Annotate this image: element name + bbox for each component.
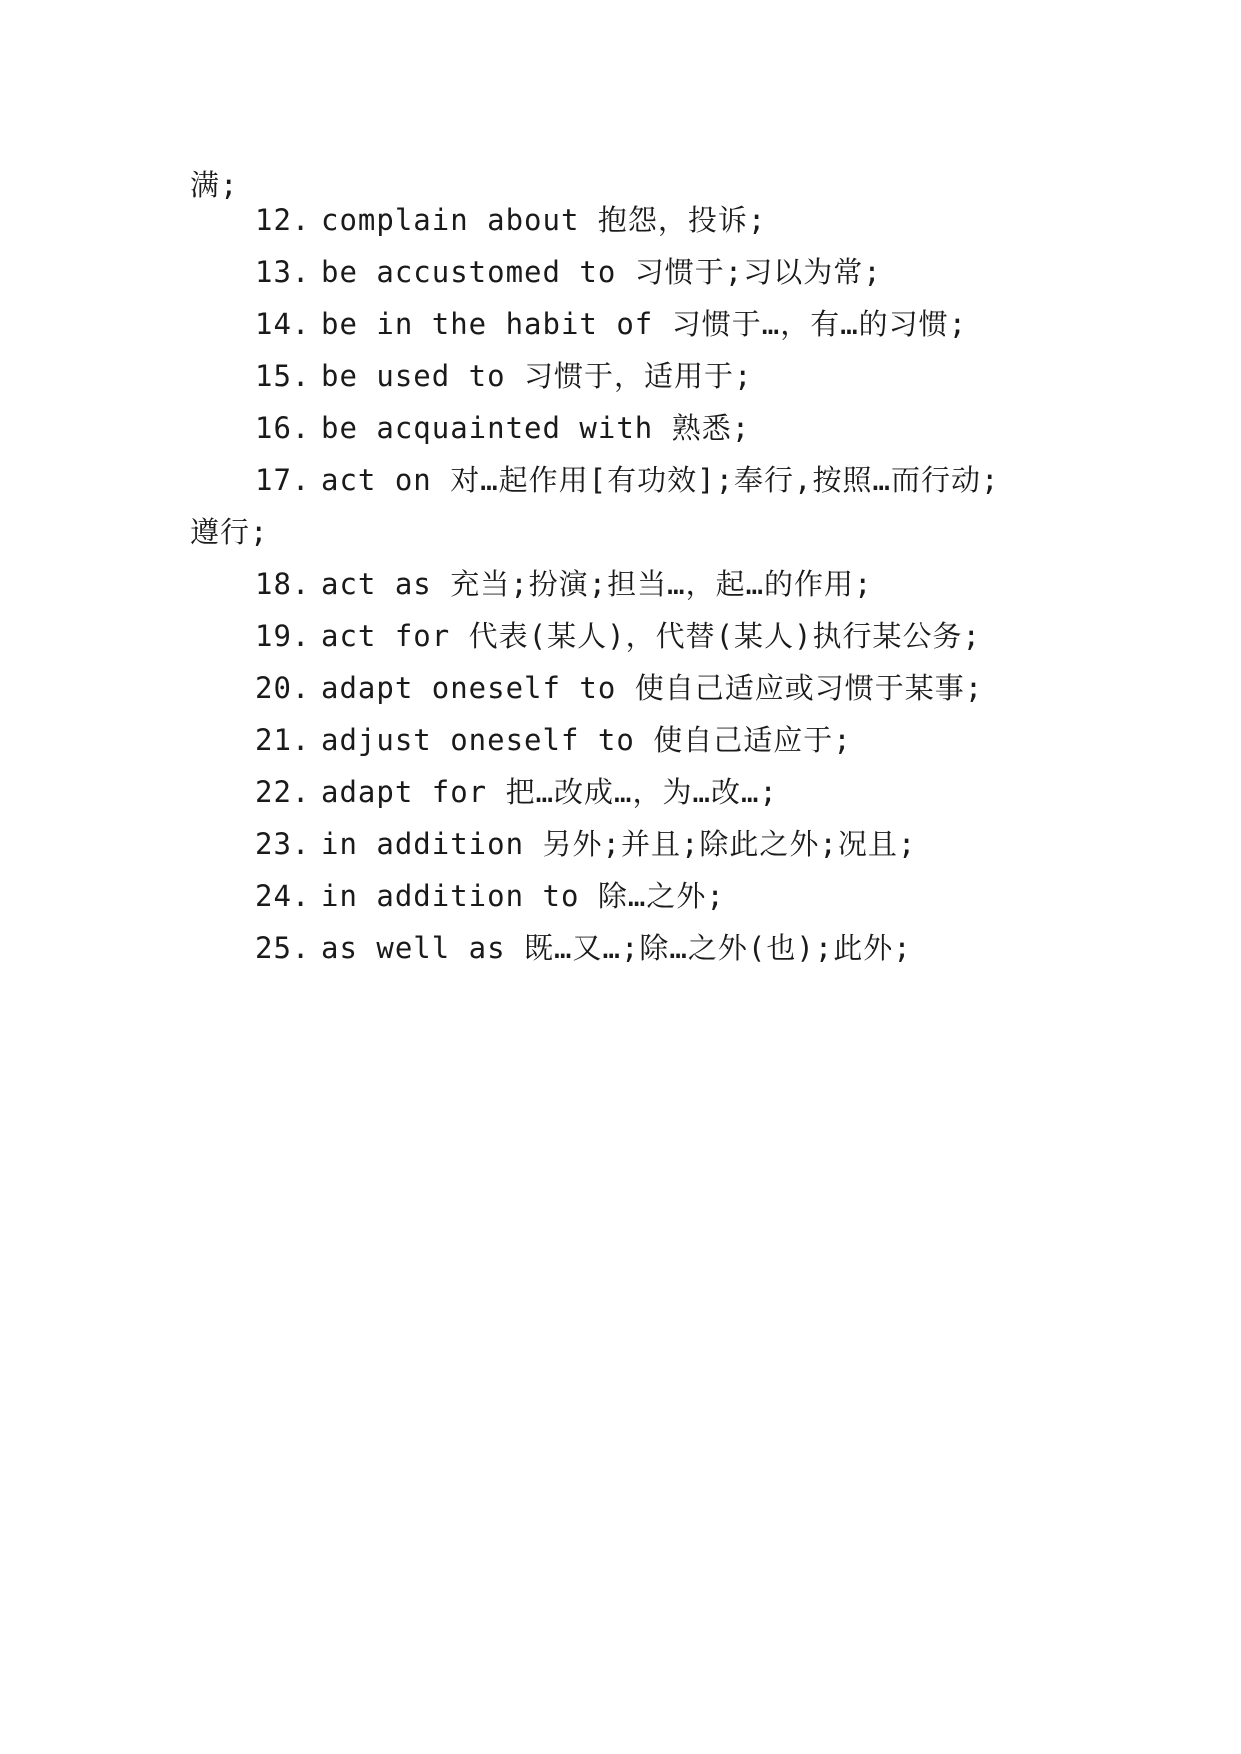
item-text: be in the habit of 习惯于…，有…的习惯; [321,307,968,341]
continuation-line: 满; [190,168,239,202]
item-number: 20. [255,671,311,705]
item-number: 13. [255,255,311,289]
item-text: act for 代表(某人)，代替(某人)执行某公务; [321,619,981,653]
item-text: adapt oneself to 使自己适应或习惯于某事; [321,671,984,705]
item-number: 16. [255,411,311,445]
item-text: adapt for 把…改成…，为…改…; [321,775,778,809]
list-item-25 [255,928,912,968]
item-text: adjust oneself to 使自己适应于; [321,723,852,757]
item-number: 17. [255,463,311,497]
continuation-line-17: 遵行; [190,515,269,549]
list-item-21 [255,720,852,760]
item-text: be accustomed to 习惯于;习以为常; [321,255,882,289]
item-number: 23. [255,827,311,861]
item-text: complain about 抱怨，投诉; [321,203,767,237]
item-text: in addition 另外;并且;除此之外;况且; [321,827,917,861]
item-number: 25. [255,931,311,965]
list-item-14 [255,304,967,344]
item-text: in addition to 除…之外; [321,879,725,913]
item-number: 22. [255,775,311,809]
item-text: act on 对…起作用[有功效];奉行,按照…而行动; [321,463,1000,497]
item-number: 24. [255,879,311,913]
list-item-12 [255,200,766,240]
list-item-15 [255,356,753,396]
item-text: be acquainted with 熟悉; [321,411,751,445]
list-item-19 [255,616,981,656]
list-item-16 [255,408,750,448]
list-item-24 [255,876,725,916]
item-number: 15. [255,359,311,393]
item-text: act as 充当;扮演;担当…，起…的作用; [321,567,873,601]
list-item-17 [255,460,999,500]
list-item-13 [255,252,882,292]
item-text: as well as 既…又…;除…之外(也);此外; [321,931,912,965]
item-number: 19. [255,619,311,653]
list-item-22 [255,772,778,812]
list-item-23 [255,824,916,864]
list-item-18 [255,564,873,604]
item-number: 12. [255,203,311,237]
item-number: 14. [255,307,311,341]
item-number: 21. [255,723,311,757]
item-text: be used to 习惯于，适用于; [321,359,753,393]
list-item-20 [255,668,983,708]
item-number: 18. [255,567,311,601]
